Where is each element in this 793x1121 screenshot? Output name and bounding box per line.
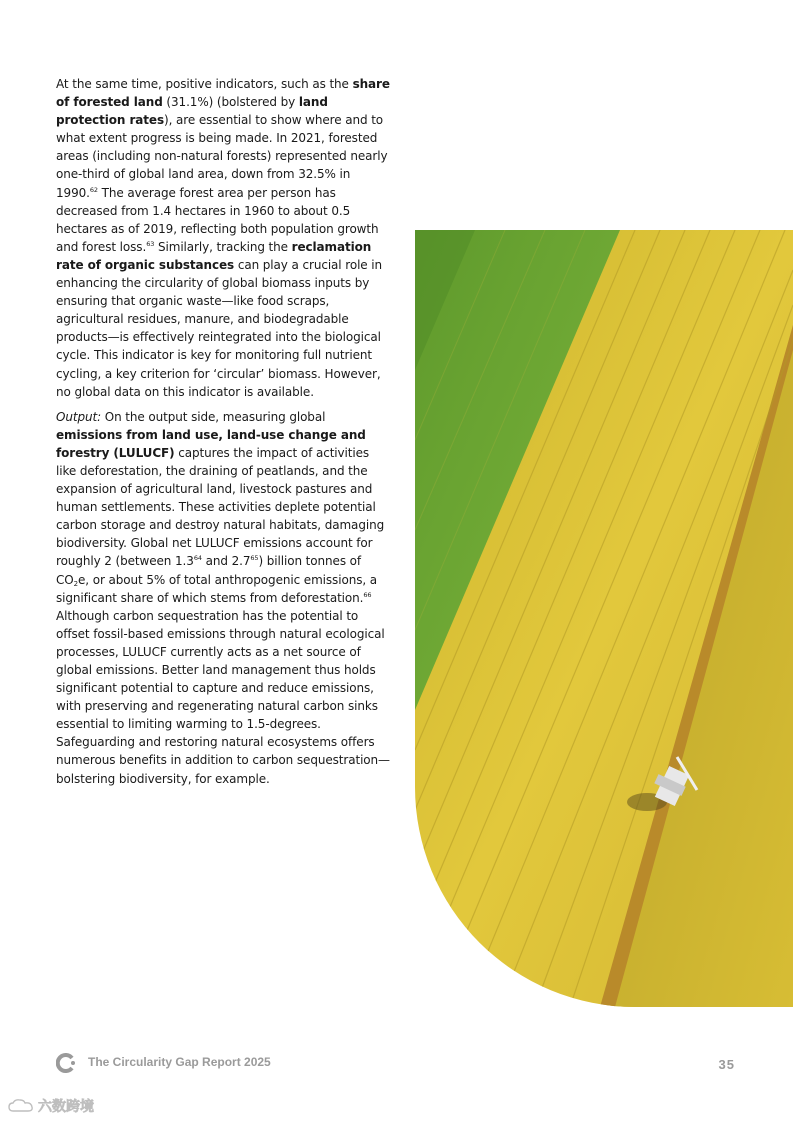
bold-term: land protection rates xyxy=(56,95,328,128)
watermark xyxy=(8,1096,94,1116)
bold-term: reclamation rate of organic substances xyxy=(56,239,372,272)
footnote-ref: 64 xyxy=(193,554,202,563)
text-run: captures the impact of activities like deforestation, the draining of peatlands, and the expansion of agricultural land, livestock pastures and human settlements. These activities deplete potential carbon storage and destroy natural habitats, damaging biodiversity. Global net LULUCF emissions account for roughly 2 (between 1.3 xyxy=(56,445,385,569)
text-run: ), are essential to show where and to what extent progress is being made. In 2021, forested areas (including non-natural forests) represented nearly one-third of global land area, down from 32.5% in 1990. xyxy=(56,113,388,200)
footnote-ref: 65 xyxy=(250,554,259,563)
text-run: can play a crucial role in enhancing the circularity of global biomass inputs by ensuring that organic waste—like food scraps, agricultural residues, manure, and biodegradable products—is effectively reintegrated into the biological cycle. This indicator is key for monitoring full nutrient cycling, a key criterion for ‘circular’ biomass. However, no global data on this indicator is available. xyxy=(56,257,383,399)
bold-term: share of forested land xyxy=(56,77,390,110)
text-run: Similarly, tracking the xyxy=(154,239,292,254)
text-run: Although carbon sequestration has the potential to offset fossil-based emissions through natural ecological processes, LULUCF currently acts as a net source of global emissions. Better land management thus holds significant potential to capture and reduce emissions, with preserving and regenerating natural carbon sinks essential to limiting warming to 1.5-degrees. Safeguarding and restoring natural ecosystems offers numerous benefits in addition to carbon sequestration—bolstering biodiversity, for example. xyxy=(56,608,390,786)
footnote-ref: 63 xyxy=(146,239,155,248)
cloud-logo-icon xyxy=(8,1099,34,1113)
text-run: At the same time, positive indicators, such as the xyxy=(56,77,353,91)
text-run: (31.1%) (bolstered by xyxy=(162,95,299,110)
text-run: ) billion tonnes of CO xyxy=(56,554,362,587)
body-column xyxy=(56,75,391,795)
text-run: and 2.7 xyxy=(201,554,251,569)
text-run: On the output side, measuring global xyxy=(101,409,326,424)
subscript: 2 xyxy=(73,579,78,588)
text-run: The average forest area per person has decreased from 1.4 hectares in 1960 to about 0.5 hectares as of 2019, reflecting both population growth and forest loss. xyxy=(56,185,379,254)
footnote-ref: 66 xyxy=(363,590,372,599)
text-run: e, or about 5% of total anthropogenic emissions, a significant share of which stems from deforestation. xyxy=(56,572,378,605)
circle-c-logo-icon xyxy=(56,1053,76,1073)
watermark-text: 六数跨境 xyxy=(38,1099,94,1115)
paragraph-lulucf-output xyxy=(56,408,391,788)
aerial-harvest-photo xyxy=(415,230,793,1007)
paragraph-forested-land xyxy=(56,75,391,401)
page-number: 35 xyxy=(718,1057,735,1072)
footer-report-title: The Circularity Gap Report 2025 xyxy=(88,1055,271,1069)
footnote-ref: 62 xyxy=(89,185,98,194)
italic-lead: Output: xyxy=(56,409,102,424)
bold-term: emissions from land use, land-use change and forestry (LULUCF) xyxy=(56,427,366,460)
